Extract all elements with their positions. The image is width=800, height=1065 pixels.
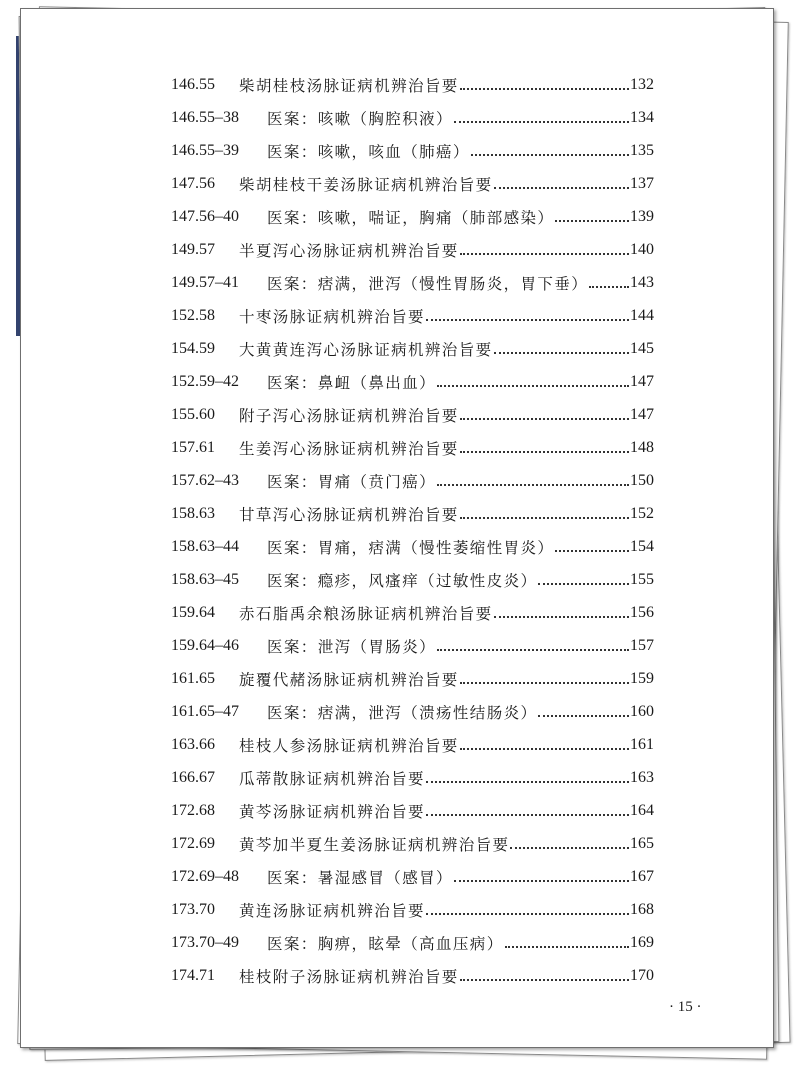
toc-entry-title: 医案：鼻衄（鼻出血） bbox=[267, 373, 437, 392]
toc-entry-number: 159.64 bbox=[171, 603, 215, 621]
toc-entry bbox=[171, 662, 654, 695]
toc-entry-title: 赤石脂禹余粮汤脉证病机辨治旨要 bbox=[239, 604, 493, 623]
toc-entry-page: 147 bbox=[630, 372, 654, 390]
toc-entry-title: 黄芩加半夏生姜汤脉证病机辨治旨要 bbox=[239, 835, 510, 854]
toc-entry-number: 161.65 bbox=[171, 669, 215, 687]
toc-entry-number: 157.61 bbox=[171, 438, 215, 456]
dot-leader bbox=[426, 305, 629, 321]
toc-entry-number: 163.66 bbox=[171, 735, 215, 753]
dot-leader bbox=[589, 272, 629, 288]
toc-entry bbox=[171, 365, 654, 398]
dot-leader bbox=[426, 767, 629, 783]
toc-entry-title: 医案：咳嗽，咳血（肺癌） bbox=[267, 142, 470, 161]
toc-entry-number: 172.68 bbox=[171, 801, 215, 819]
dot-leader bbox=[471, 140, 629, 156]
toc-entry bbox=[171, 332, 654, 365]
page-folio: · 15 · bbox=[669, 999, 702, 1015]
toc-entry-page: 168 bbox=[630, 900, 654, 918]
toc-entry bbox=[171, 431, 654, 464]
toc-entry-page: 164 bbox=[630, 801, 654, 819]
toc-entry-title: 大黄黄连泻心汤脉证病机辨治旨要 bbox=[239, 340, 493, 359]
toc-entry-title: 甘草泻心汤脉证病机辨治旨要 bbox=[239, 505, 459, 524]
toc-entry-title: 黄连汤脉证病机辨治旨要 bbox=[239, 901, 425, 920]
dot-leader bbox=[437, 371, 629, 387]
toc-entry bbox=[171, 959, 654, 992]
dot-leader bbox=[460, 503, 629, 519]
dot-leader bbox=[460, 74, 629, 90]
toc-entry-number: 172.69–48 bbox=[171, 867, 239, 885]
toc-entry-number: 149.57–41 bbox=[171, 273, 239, 291]
toc-entry-page: 140 bbox=[630, 240, 654, 258]
dot-leader bbox=[494, 338, 629, 354]
dot-leader bbox=[494, 602, 629, 618]
toc-entry bbox=[171, 266, 654, 299]
toc-entry-title: 医案：胃痛，痞满（慢性萎缩性胃炎） bbox=[267, 538, 555, 557]
toc-entry-number: 157.62–43 bbox=[171, 471, 239, 489]
dot-leader bbox=[437, 470, 629, 486]
toc-entry-number: 159.64–46 bbox=[171, 636, 239, 654]
toc-entry-title: 医案：暑湿感冒（感冒） bbox=[267, 868, 453, 887]
toc-entry-page: 150 bbox=[630, 471, 654, 489]
toc-entry-title: 医案：咳嗽，喘证，胸痛（肺部感染） bbox=[267, 208, 555, 227]
toc-entry-page: 163 bbox=[630, 768, 654, 786]
toc-entry bbox=[171, 629, 654, 662]
toc-entry-page: 137 bbox=[630, 174, 654, 192]
dot-leader bbox=[460, 668, 629, 684]
dot-leader bbox=[494, 173, 629, 189]
toc-entry bbox=[171, 860, 654, 893]
toc-entry-number: 158.63 bbox=[171, 504, 215, 522]
toc-entry-title: 桂枝附子汤脉证病机辨治旨要 bbox=[239, 967, 459, 986]
toc-entry-page: 165 bbox=[630, 834, 654, 852]
toc-entry-title: 柴胡桂枝干姜汤脉证病机辨治旨要 bbox=[239, 175, 493, 194]
toc-entry-page: 132 bbox=[630, 75, 654, 93]
dot-leader bbox=[460, 437, 629, 453]
dot-leader bbox=[426, 800, 629, 816]
toc-entry bbox=[171, 299, 654, 332]
toc-entry-page: 159 bbox=[630, 669, 654, 687]
toc-entry bbox=[171, 695, 654, 728]
dot-leader bbox=[555, 206, 629, 222]
toc-entry-page: 160 bbox=[630, 702, 654, 720]
toc-entry bbox=[171, 497, 654, 530]
toc-entry-number: 146.55 bbox=[171, 75, 215, 93]
toc-entry-number: 172.69 bbox=[171, 834, 215, 852]
dot-leader bbox=[555, 536, 629, 552]
toc-entry bbox=[171, 596, 654, 629]
toc-entry-page: 152 bbox=[630, 504, 654, 522]
toc-entry bbox=[171, 68, 654, 101]
dot-leader bbox=[460, 239, 629, 255]
dot-leader bbox=[538, 569, 629, 585]
toc-entry-title: 医案：泄泻（胃肠炎） bbox=[267, 637, 437, 656]
document-page bbox=[20, 8, 774, 1048]
toc-entry bbox=[171, 134, 654, 167]
toc-entry-title: 医案：胃痛（贲门癌） bbox=[267, 472, 437, 491]
toc-entry-title: 十枣汤脉证病机辨治旨要 bbox=[239, 307, 425, 326]
toc-entry-page: 156 bbox=[630, 603, 654, 621]
toc-entry-page: 154 bbox=[630, 537, 654, 555]
toc-entry-number: 147.56–40 bbox=[171, 207, 239, 225]
toc-entry-title: 柴胡桂枝汤脉证病机辨治旨要 bbox=[239, 76, 459, 95]
toc-entry-number: 146.55–39 bbox=[171, 141, 239, 159]
toc-entry-number: 155.60 bbox=[171, 405, 215, 423]
toc-entry-title: 黄芩汤脉证病机辨治旨要 bbox=[239, 802, 425, 821]
toc-entry-number: 149.57 bbox=[171, 240, 215, 258]
toc-entry bbox=[171, 530, 654, 563]
dot-leader bbox=[454, 107, 629, 123]
toc-entry bbox=[171, 761, 654, 794]
toc-entry-title: 医案：痞满，泄泻（溃疡性结肠炎） bbox=[267, 703, 538, 722]
toc-entry-page: 145 bbox=[630, 339, 654, 357]
toc-entry-page: 169 bbox=[630, 933, 654, 951]
toc-entry-number: 154.59 bbox=[171, 339, 215, 357]
toc-entry-number: 158.63–45 bbox=[171, 570, 239, 588]
toc-entry-title: 瓜蒂散脉证病机辨治旨要 bbox=[239, 769, 425, 788]
toc-entry-title: 附子泻心汤脉证病机辨治旨要 bbox=[239, 406, 459, 425]
toc-entry-page: 170 bbox=[630, 966, 654, 984]
toc-entry-page: 147 bbox=[630, 405, 654, 423]
dot-leader bbox=[460, 404, 629, 420]
dot-leader bbox=[538, 701, 629, 717]
toc-entry-number: 173.70–49 bbox=[171, 933, 239, 951]
toc-entry bbox=[171, 200, 654, 233]
toc-entry-number: 152.58 bbox=[171, 306, 215, 324]
toc-entry-page: 148 bbox=[630, 438, 654, 456]
toc-entry bbox=[171, 827, 654, 860]
toc-entry-page: 155 bbox=[630, 570, 654, 588]
toc-entry-title: 生姜泻心汤脉证病机辨治旨要 bbox=[239, 439, 459, 458]
toc-entry-number: 166.67 bbox=[171, 768, 215, 786]
dot-leader bbox=[510, 833, 629, 849]
toc-entry-number: 147.56 bbox=[171, 174, 215, 192]
toc-entry-number: 161.65–47 bbox=[171, 702, 239, 720]
toc-entry-page: 144 bbox=[630, 306, 654, 324]
toc-entry-title: 桂枝人参汤脉证病机辨治旨要 bbox=[239, 736, 459, 755]
toc-entry bbox=[171, 563, 654, 596]
toc-entry bbox=[171, 101, 654, 134]
toc-entry-title: 半夏泻心汤脉证病机辨治旨要 bbox=[239, 241, 459, 260]
dot-leader bbox=[454, 866, 629, 882]
dot-leader bbox=[505, 932, 629, 948]
dot-leader bbox=[460, 965, 629, 981]
dot-leader bbox=[437, 635, 629, 651]
toc-entry-title: 旋覆代赭汤脉证病机辨治旨要 bbox=[239, 670, 459, 689]
toc-entry-title: 医案：咳嗽（胸腔积液） bbox=[267, 109, 453, 128]
toc-entry-number: 146.55–38 bbox=[171, 108, 239, 126]
toc-entry bbox=[171, 464, 654, 497]
toc-entry-number: 158.63–44 bbox=[171, 537, 239, 555]
toc-entry-page: 135 bbox=[630, 141, 654, 159]
dot-leader bbox=[426, 899, 629, 915]
toc-entry-page: 167 bbox=[630, 867, 654, 885]
toc-entry bbox=[171, 893, 654, 926]
toc-entry-page: 161 bbox=[630, 735, 654, 753]
dot-leader bbox=[460, 734, 629, 750]
toc-entry-title: 医案：痞满，泄泻（慢性胃肠炎，胃下垂） bbox=[267, 274, 589, 293]
toc-entry-title: 医案：胸痹，眩晕（高血压病） bbox=[267, 934, 504, 953]
toc-entry-number: 173.70 bbox=[171, 900, 215, 918]
toc-entry bbox=[171, 794, 654, 827]
toc-entry-title: 医案：瘾疹，风瘙痒（过敏性皮炎） bbox=[267, 571, 538, 590]
toc-entry bbox=[171, 233, 654, 266]
toc-entry-page: 139 bbox=[630, 207, 654, 225]
toc-entry-page: 143 bbox=[630, 273, 654, 291]
toc-entry bbox=[171, 926, 654, 959]
toc-entry-number: 152.59–42 bbox=[171, 372, 239, 390]
toc-entry-page: 134 bbox=[630, 108, 654, 126]
toc-entry bbox=[171, 398, 654, 431]
toc-entry-page: 157 bbox=[630, 636, 654, 654]
toc-entry bbox=[171, 728, 654, 761]
table-of-contents bbox=[171, 68, 654, 992]
toc-entry-number: 174.71 bbox=[171, 966, 215, 984]
toc-entry bbox=[171, 167, 654, 200]
